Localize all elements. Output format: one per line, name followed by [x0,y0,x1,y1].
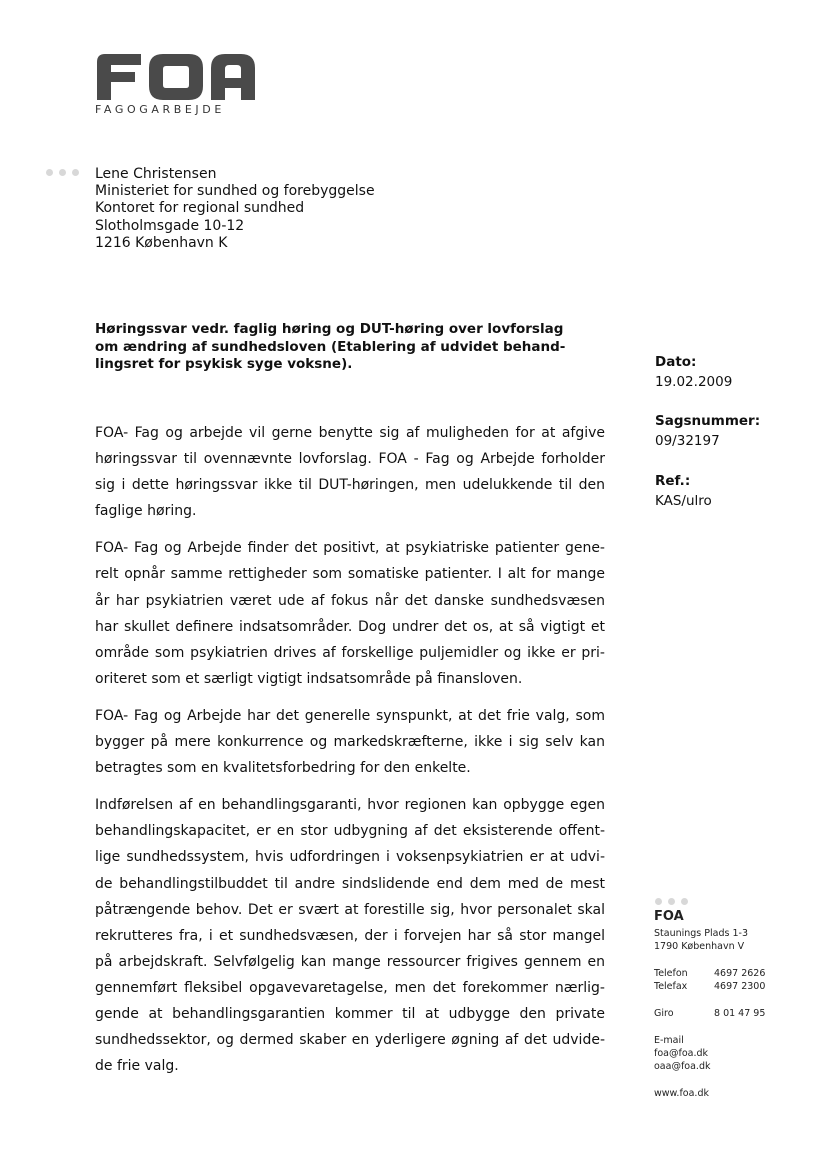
recipient-name: Lene Christensen [95,166,217,182]
body-line: gende at behandlingsgarantien kommer til at udbygge den private [95,1005,605,1022]
website-link[interactable]: www.foa.dk [654,1088,709,1099]
subject-line: om ændring af sundhedsloven (Etablering af udvidet behand- [95,338,566,355]
recipient-dept: Kontoret for regional sundhed [95,200,305,217]
footer-decorative-dots [655,898,688,905]
body-line: Indførelsen af en behandlingsgaranti, hvor regionen kan opbygge egen [95,797,605,814]
body-paragraph [95,420,605,524]
sender-org: FOA [654,909,684,924]
reference-value: KAS/ulro [655,493,712,509]
date-label: Dato: [655,354,697,370]
body-line: sig i dette høringssvar ikke til DUT-høringen, men udelukkende til den [95,477,605,494]
body-line: relt opnår samme rettigheder som somatiske patienter. I alt for mange [95,566,605,583]
body-line: oriteret som et særligt vigtigt indsatsområde på finansloven. [95,670,523,687]
letter-subject [95,321,605,374]
logo-subtitle: FAGOGARBEJDE [95,103,225,116]
body-line: sundhedssektor, og dermed skaber en yderligere øgning af det udvide- [95,1032,605,1049]
dot [668,898,675,905]
sender-city: 1790 København V [654,941,745,952]
email-link-1[interactable]: foa@foa.dk [654,1048,709,1059]
letter-body [95,420,605,1090]
case-number-block [655,411,760,451]
body-line: gennemført fleksibel opgavevaretagelse, men det forekommer nærlig- [95,979,605,996]
body-line: rekrutteres fra, i et sundhedsvæsen, der i forvejen har så stor mangel [95,927,605,944]
body-line: de frie valg. [95,1058,179,1075]
body-line: år har psykiatrien været ude af fokus når det danske sundhedsvæsen [95,592,605,609]
body-line: bygger på mere konkurrence og markedskræfterne, ikke i sig selv kan [95,734,605,751]
dot [681,898,688,905]
body-line: påtrængende behov. Det er svært at forestille sig, hvor personalet skal [95,901,605,918]
reference-label: Ref.: [655,473,691,489]
body-line: høringssvar til ovennævnte lovforslag. FOA - Fag og Arbejde forholder [95,451,605,468]
sender-contact-block [654,909,765,1100]
body-line: FOA- Fag og Arbejde har det generelle synspunkt, at det frie valg, som [95,707,605,724]
case-number-label: Sagsnummer: [655,413,761,429]
email-link-2[interactable]: oaa@foa.dk [654,1061,711,1072]
body-line: FOA- Fag og Arbejde finder det positivt, at psykiatriske patienter gene- [95,540,605,557]
body-paragraph [95,535,605,692]
dot [46,169,53,176]
sender-street: Staunings Plads 1-3 [654,928,748,939]
body-line: på arbejdskraft. Selvfølgelig kan mange ressourcer frigives gennem en [95,953,605,970]
phone-label: Telefon [654,968,688,979]
giro-value: 8 01 47 95 [714,1008,766,1019]
spacer [654,953,765,967]
body-paragraph [95,703,605,781]
giro-label: Giro [654,1008,674,1019]
subject-line: lingsret for psykisk syge voksne). [95,356,353,372]
email-label: E-mail [654,1035,684,1046]
body-line: lige sundhedssystem, hvis udfordringen i voksenpsykiatrien er at udvi- [95,849,605,866]
body-line: har skullet definere indsatsområder. Dog undrer det os, at så vigtigt et [95,618,605,635]
date-value: 19.02.2009 [655,374,733,390]
decorative-dots [46,169,79,176]
recipient-street: Slotholmsgade 10-12 [95,217,245,234]
body-line: de behandlingstilbuddet til andre sindslidende end dem med de mest [95,875,605,892]
spacer [654,1020,765,1034]
spacer [654,993,765,1007]
recipient-address [95,166,375,252]
subject-line: Høringssvar vedr. faglig høring og DUT-høring over lovforslag [95,321,564,337]
phone-row [654,967,765,980]
dot [655,898,662,905]
fax-row [654,980,765,993]
reference-block [655,471,712,511]
dot [72,169,79,176]
case-number-value: 09/32197 [655,433,720,449]
phone-value: 4697 2626 [714,968,766,979]
body-paragraph [95,792,605,1079]
date-block [655,352,732,392]
body-line: FOA- Fag og arbejde vil gerne benytte sig af muligheden for at afgive [95,425,605,441]
recipient-city: 1216 København K [95,234,228,251]
body-line: faglige høring. [95,503,197,520]
body-line: behandlingskapacitet, er en stor udbygning af det eksisterende offent- [95,823,605,840]
fax-value: 4697 2300 [714,981,766,992]
recipient-org: Ministeriet for sundhed og forebyggelse [95,183,375,200]
foa-logo [95,52,260,122]
foa-logo-mark [95,52,260,102]
fax-label: Telefax [654,981,688,992]
body-line: område som psykiatrien drives af forskellige puljemidler og ikke er pri- [95,644,605,661]
dot [59,169,66,176]
giro-row [654,1007,765,1020]
spacer [654,1073,765,1087]
body-line: betragtes som en kvalitetsforbedring for den enkelte. [95,760,471,777]
